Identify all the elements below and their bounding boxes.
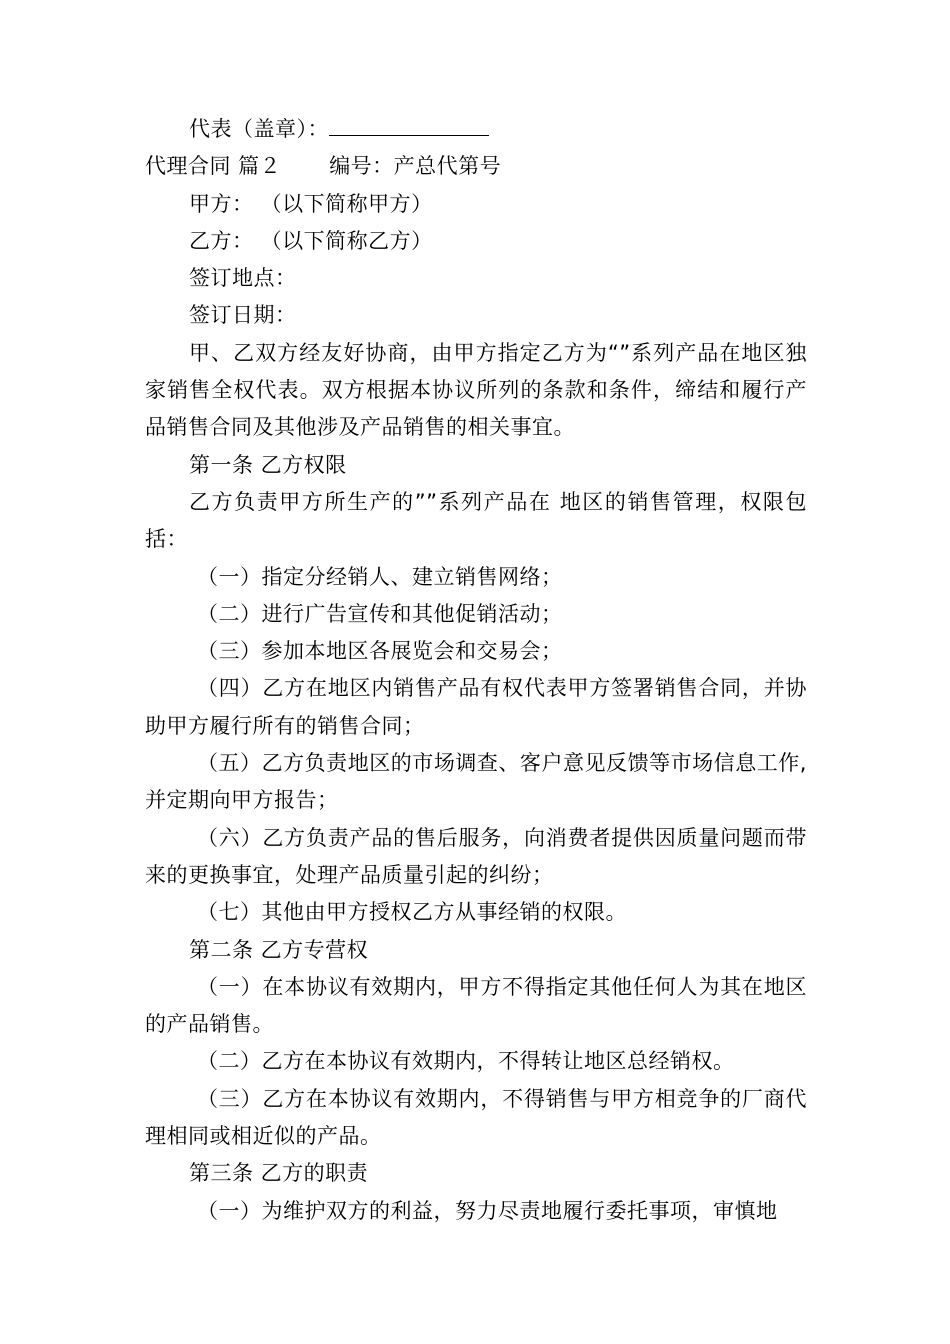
contract-title: 代理合同 篇２ <box>145 154 282 179</box>
party-a-line: 甲方： （以下简称甲方） <box>189 191 433 216</box>
article-3-heading: 第三条 乙方的职责 <box>189 1161 369 1186</box>
article-1-item: （一）指定分经销人、建立销售网络； <box>197 564 563 589</box>
article-1-heading: 第一条 乙方权限 <box>189 452 347 477</box>
intro-paragraph: 甲、乙双方经友好协商，由甲方指定乙方为“”系列产品在地区独家销售全权代表。双方根据本协议所列的条款和条件，缔结和履行产品销售合同及其他涉及产品销售的相关事宜。 <box>145 340 807 440</box>
article-3-item: （一）为维护双方的利益，努力尽责地履行委托事项，审慎地 <box>197 1198 778 1223</box>
representative-label: 代表（盖章）： <box>189 117 329 141</box>
signing-place-line: 签订地点： <box>189 266 297 291</box>
signature-blank <box>329 113 489 136</box>
article-2-item: （三）乙方在本协议有效期内，不得销售与甲方相竞争的厂商代理相同或相近似的产品。 <box>145 1086 807 1149</box>
signing-date-line: 签订日期： <box>189 303 297 328</box>
article-1-item: （五）乙方负责地区的市场调查、客户意见反馈等市场信息工作,并定期向甲方报告； <box>145 751 807 813</box>
contract-title-line <box>145 148 807 185</box>
document-page <box>145 111 807 1230</box>
article-1-item: （六）乙方负责产品的售后服务，向消费者提供因质量问题而带来的更换事宜，处理产品质量引起的纠纷； <box>145 825 807 887</box>
article-2-heading: 第二条 乙方专营权 <box>189 937 369 962</box>
article-2-item: （一）在本协议有效期内，甲方不得指定其他任何人为其在地区的产品销售。 <box>145 974 807 1037</box>
representative-line <box>145 111 807 148</box>
party-b-line: 乙方： （以下简称乙方） <box>189 228 433 253</box>
article-1-item: （二）进行广告宣传和其他促销活动； <box>197 601 563 626</box>
contract-number: 编号：产总代第号 <box>329 154 502 179</box>
article-1-item: （三）参加本地区各展览会和交易会； <box>197 639 563 664</box>
article-1-item: （四）乙方在地区内销售产品有权代表甲方签署销售合同，并协助甲方履行所有的销售合同； <box>145 676 807 738</box>
article-1-lead: 乙方负责甲方所生产的””系列产品在 地区的销售管理，权限包括： <box>145 489 807 552</box>
article-1-item: （七）其他由甲方授权乙方从事经销的权限。 <box>197 900 627 925</box>
article-2-item: （二）乙方在本协议有效期内，不得转让地区总经销权。 <box>197 1049 735 1074</box>
